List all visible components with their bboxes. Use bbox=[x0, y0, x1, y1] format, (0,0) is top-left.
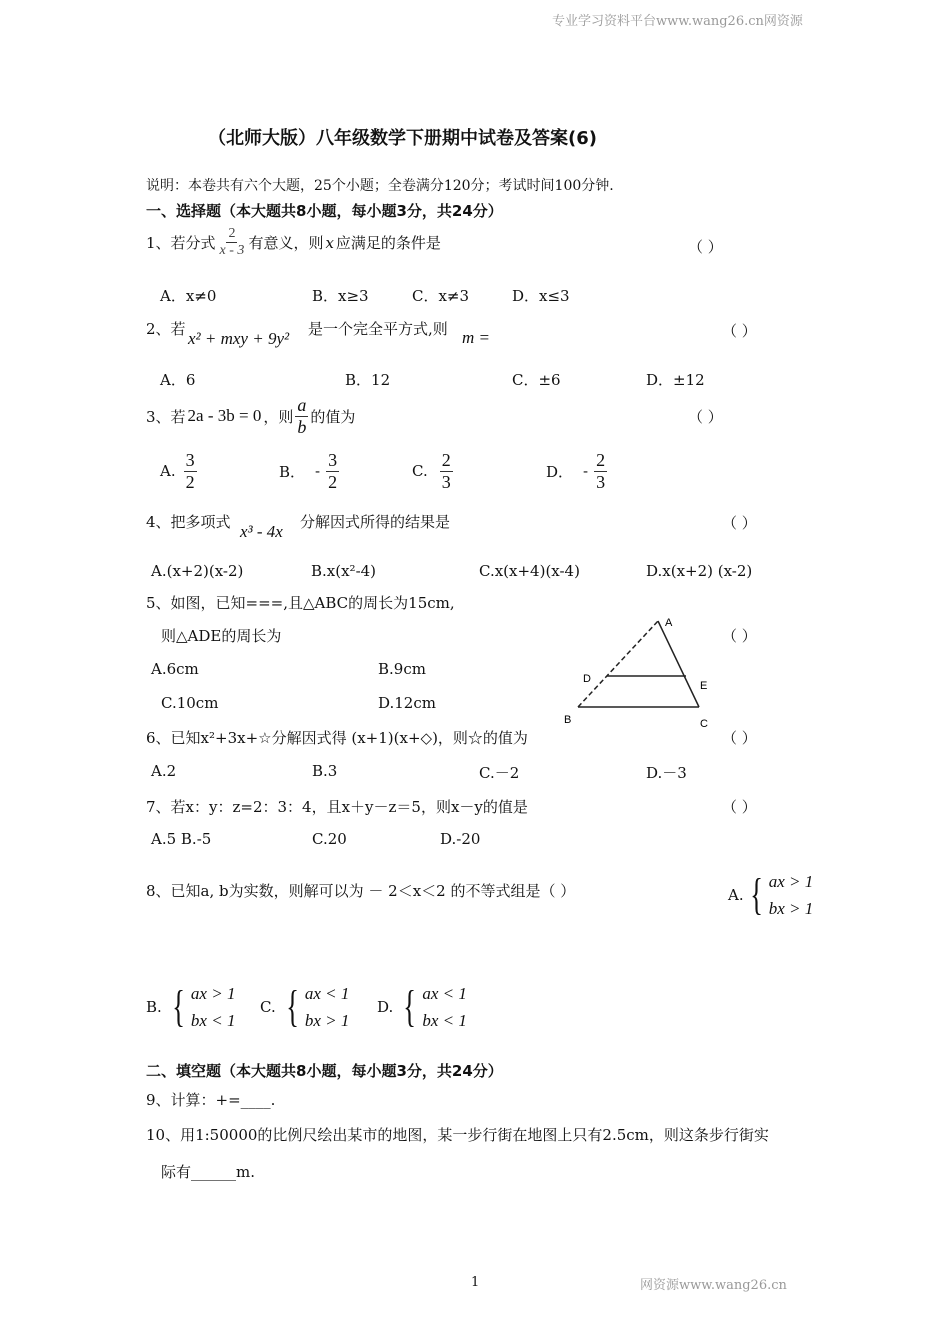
header-watermark: 专业学习资料平台www.wang26.cn网资源 bbox=[552, 14, 803, 29]
q1-variable: x bbox=[325, 233, 334, 252]
q3-option-d-num: 2 bbox=[596, 450, 606, 470]
q8-option-b-row-2: bx < 1 bbox=[190, 1011, 236, 1031]
q2-option-d: D．±12 bbox=[646, 371, 705, 389]
q8-option-a bbox=[728, 868, 813, 922]
q6-option-d: D.－3 bbox=[646, 764, 687, 782]
vertex-label-a: A bbox=[665, 617, 673, 629]
q8-option-a-label: A. bbox=[728, 886, 744, 905]
q2-m-equals: m = bbox=[462, 328, 490, 347]
q4-answer-paren: （ ） bbox=[722, 514, 757, 532]
q6-option-c: C.－2 bbox=[479, 764, 520, 782]
q7-answer-paren: （ ） bbox=[722, 798, 757, 816]
section-heading-choice: 一、选择题（本大题共8小题，每小题3分，共24分） bbox=[146, 202, 503, 220]
q3-option-d bbox=[546, 450, 607, 492]
q7-text: 7、若x：y：z=2：3：4，且x＋y－z＝5，则x－y的值是 bbox=[146, 798, 528, 816]
page-title: （北师大版）八年级数学下册期中试卷及答案(6) bbox=[208, 128, 597, 149]
q8-option-c bbox=[260, 980, 349, 1034]
q3-option-b-den: 2 bbox=[328, 471, 338, 492]
q5-answer-paren: （ ） bbox=[722, 627, 757, 645]
vertex-label-d: D bbox=[583, 673, 591, 685]
page-number: 1 bbox=[471, 1275, 480, 1290]
q3-option-b-num: 3 bbox=[328, 450, 338, 470]
q1-suffix: 有意义，则 bbox=[248, 234, 324, 253]
q10-line-2: 际有______m. bbox=[161, 1163, 255, 1181]
q8-option-d-row-1: ax < 1 bbox=[422, 984, 467, 1003]
q1-fraction bbox=[220, 226, 245, 259]
q3-option-a-label: A. bbox=[160, 462, 176, 481]
q5-option-a: A.6cm bbox=[151, 660, 199, 678]
q4-option-c: C.x(x+4)(x-4) bbox=[479, 562, 580, 580]
q2-prefix: 2、若 bbox=[146, 320, 186, 338]
q1-option-d: D．x≤3 bbox=[512, 287, 570, 305]
q4-suffix: 分解因式所得的结果是 bbox=[300, 513, 451, 531]
q3-option-b-sign: - bbox=[315, 462, 321, 481]
q4-expression: x³ - 4x bbox=[240, 522, 283, 541]
q8-option-c-brace: { bbox=[285, 982, 299, 1032]
q8-option-b-brace: { bbox=[172, 982, 185, 1032]
triangle-figure bbox=[560, 610, 720, 735]
q3-option-b-label: B． bbox=[279, 462, 306, 481]
q3-option-d-sign: - bbox=[583, 462, 589, 481]
q6-text: 6、已知x²+3x+☆分解因式得 (x+1)(x+◇)，则☆的值为 bbox=[146, 729, 528, 747]
q2-expression: x² + mxy + 9y² bbox=[188, 329, 290, 348]
q3-option-a bbox=[160, 450, 197, 492]
q2-option-c: C．±6 bbox=[512, 371, 561, 389]
q1-option-c: C．x≠3 bbox=[412, 287, 470, 305]
triangle-side-ab bbox=[578, 621, 658, 707]
q5-line-2: 则△ADE的周长为 bbox=[161, 627, 282, 645]
q8-option-a-row-1: ax > 1 bbox=[768, 872, 814, 891]
q3-option-c-num: 2 bbox=[441, 450, 451, 470]
q3-option-c-label: C. bbox=[412, 462, 428, 481]
q3-fraction bbox=[295, 395, 308, 437]
q5-option-b: B.9cm bbox=[378, 660, 426, 678]
q1-option-b: B．x≥3 bbox=[312, 287, 369, 305]
q8-option-a-system bbox=[746, 868, 814, 922]
q7-option-d: D.-20 bbox=[440, 830, 481, 848]
q3-option-a-fraction bbox=[184, 450, 197, 492]
q5-option-d: D.12cm bbox=[378, 694, 436, 712]
q3-option-c-fraction bbox=[440, 450, 453, 492]
q4-prefix: 4、把多项式 bbox=[146, 513, 231, 531]
q8-text: 8、已知a, b为实数，则解可以为 － 2＜x＜2 的不等式组是（ ） bbox=[146, 882, 576, 900]
q2-option-a: A．6 bbox=[160, 371, 196, 389]
q3-suffix-2: 的值为 bbox=[310, 407, 356, 426]
q6-answer-paren: （ ） bbox=[722, 729, 757, 747]
q3-option-b bbox=[279, 450, 339, 492]
q1-prefix: 1、若分式 bbox=[146, 234, 216, 253]
q9-text: 9、计算：+=____. bbox=[146, 1091, 276, 1109]
q3-option-a-den: 2 bbox=[185, 471, 195, 492]
triangle-side-ac bbox=[658, 621, 699, 707]
q10-line-1: 10、用1:50000的比例尺绘出某市的地图，某一步行街在地图上只有2.5cm，则这条步行街实 bbox=[146, 1126, 769, 1144]
q3-option-c bbox=[412, 450, 453, 492]
q1-fraction-numerator: 2 bbox=[226, 226, 237, 243]
q8-option-c-label: C. bbox=[260, 998, 276, 1017]
q8-option-b bbox=[146, 980, 235, 1034]
q1-option-a: A．x≠0 bbox=[160, 287, 217, 305]
q4-option-a: A.(x+2)(x-2) bbox=[151, 562, 244, 580]
q3-option-a-num: 3 bbox=[185, 450, 195, 470]
q8-option-d-row-2: bx < 1 bbox=[422, 1011, 467, 1031]
q1-suffix-2: 应满足的条件是 bbox=[335, 234, 441, 253]
q3-option-c-den: 3 bbox=[441, 471, 451, 492]
q6-option-a: A.2 bbox=[151, 762, 177, 780]
q2-suffix: 是一个完全平方式,则 bbox=[308, 320, 448, 338]
q3-option-d-label: D． bbox=[546, 462, 574, 481]
q8-option-b-label: B. bbox=[146, 998, 162, 1017]
q8-option-b-system bbox=[168, 980, 236, 1034]
q3-option-b-fraction bbox=[326, 450, 339, 492]
footer-watermark: 网资源www.wang26.cn bbox=[640, 1278, 787, 1293]
q8-option-b-row-1: ax > 1 bbox=[190, 984, 236, 1003]
q8-option-d-brace: { bbox=[403, 982, 417, 1032]
q8-option-c-system bbox=[282, 980, 350, 1034]
q5-line-1: 5、如图，已知===,且△ABC的周长为15cm, bbox=[146, 594, 455, 612]
instructions: 说明：本卷共有六个大题，25个小题；全卷满分120分；考试时间100分钟. bbox=[146, 178, 614, 194]
question-1 bbox=[146, 226, 441, 259]
q4-option-d: D.x(x+2) (x-2) bbox=[646, 562, 753, 580]
vertex-label-b: B bbox=[564, 714, 572, 726]
q8-option-a-brace: { bbox=[749, 870, 763, 920]
question-3 bbox=[146, 395, 355, 437]
q8-option-d-system bbox=[399, 980, 467, 1034]
q3-option-d-den: 3 bbox=[596, 471, 606, 492]
q3-answer-paren: （ ） bbox=[688, 408, 723, 426]
vertex-label-c: C bbox=[700, 718, 708, 730]
q3-fraction-numerator: a bbox=[297, 395, 307, 415]
section-heading-fill-in: 二、填空题（本大题共8小题，每小题3分，共24分） bbox=[146, 1062, 503, 1080]
q1-answer-paren: （ ） bbox=[688, 238, 723, 256]
q8-option-d-label: D. bbox=[377, 998, 394, 1017]
q8-option-c-row-2: bx > 1 bbox=[304, 1011, 350, 1031]
q6-option-b: B.3 bbox=[312, 762, 338, 780]
q8-option-c-row-1: ax < 1 bbox=[304, 984, 350, 1003]
q1-fraction-denominator: x - 3 bbox=[219, 243, 245, 259]
q7-option-c: C.20 bbox=[312, 830, 347, 848]
vertex-label-e: E bbox=[700, 680, 708, 692]
q8-option-d bbox=[377, 980, 467, 1034]
q3-fraction-denominator: b bbox=[297, 416, 307, 437]
q3-option-d-fraction bbox=[594, 450, 607, 492]
q8-option-a-row-2: bx > 1 bbox=[768, 899, 814, 919]
q2-option-b: B．12 bbox=[345, 371, 391, 389]
q3-suffix-1: ，则 bbox=[263, 407, 294, 426]
q3-prefix: 3、若 bbox=[146, 407, 186, 426]
q5-option-c: C.10cm bbox=[161, 694, 219, 712]
q4-option-b: B.x(x²-4) bbox=[311, 562, 377, 580]
q2-answer-paren: （ ） bbox=[722, 322, 757, 340]
q7-option-ab: A.5 B.-5 bbox=[151, 830, 212, 848]
q3-expression: 2a - 3b = 0 bbox=[187, 406, 262, 426]
